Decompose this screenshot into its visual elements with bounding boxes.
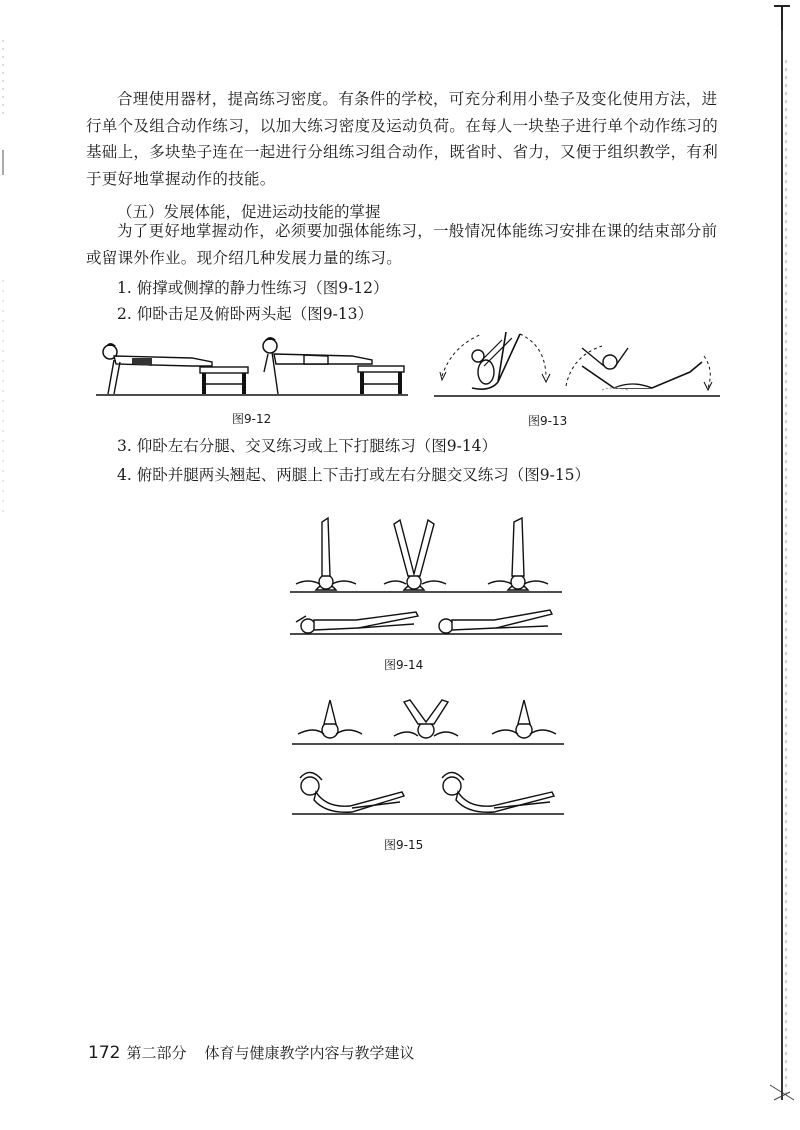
page-footer: [88, 1042, 414, 1063]
figure-9-15-caption: 图9-15: [384, 838, 424, 852]
list-item: 3. 仰卧左右分腿、交叉练习或上下打腿练习（图9-14）: [117, 437, 498, 455]
figure-9-12-illustration: [92, 328, 412, 400]
list-item: 4. 俯卧并腿两头翘起、两腿上下击打或左右分腿交叉练习（图9-15）: [117, 466, 591, 484]
figure-9-13-illustration: [432, 326, 722, 400]
figure-9-14-illustration: [286, 512, 566, 640]
scan-right-edge: [760, 0, 800, 1130]
footer-title: 体育与健康教学内容与教学建议: [204, 1044, 415, 1062]
section-heading: （五）发展体能，促进运动技能的掌握: [117, 203, 381, 221]
paragraph-intro: 合理使用器材，提高练习密度。有条件的学校，可充分利用小垫子及变化使用方法，进行单个及组合动作练习，以加大练习密度及运动负荷。在每人一块垫子进行单个动作练习的基础上，多块垫子连在一起进行分组练习组合动作，既省时、省力，又便于组织教学，有利于更好地掌握动作的技能。: [86, 90, 719, 188]
list-item: 1. 俯撑或侧撑的静力性练习（图9-12）: [117, 279, 389, 297]
footer-part: 第二部分: [126, 1044, 187, 1062]
scan-left-edge: [0, 0, 8, 1130]
figure-9-12-caption: 图9-12: [232, 412, 272, 426]
figure-9-14-caption: 图9-14: [384, 658, 424, 672]
page-number: 172: [88, 1043, 121, 1063]
paragraph-fitness: 为了更好地掌握动作，必须要加强体能练习，一般情况体能练习安排在课的结束部分前或留课外作业。现介绍几种发展力量的练习。: [86, 222, 718, 267]
figure-9-13-caption: 图9-13: [528, 414, 568, 428]
figure-9-15-illustration: [290, 694, 566, 822]
list-item: 2. 仰卧击足及俯卧两头起（图9-13）: [117, 305, 374, 323]
